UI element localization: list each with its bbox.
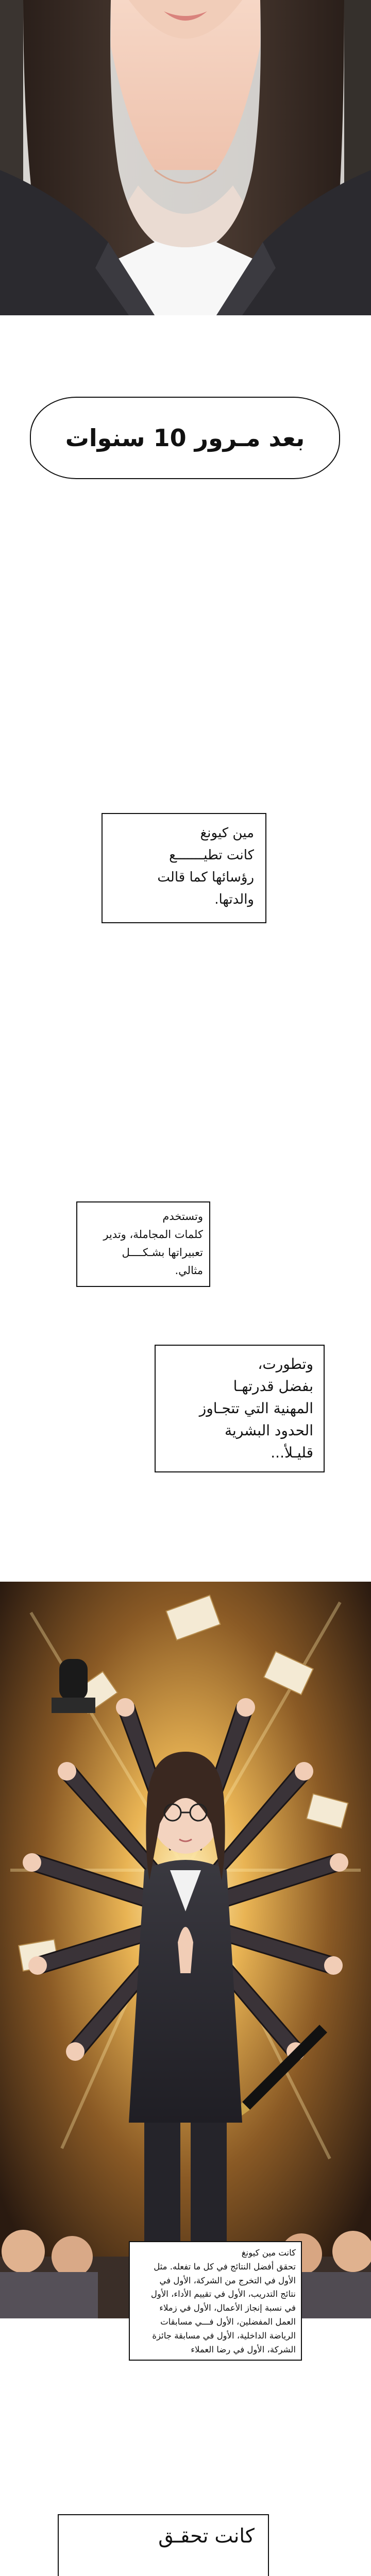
caption-4-line: كانت مين كيونغ [241,2248,296,2258]
panel-top-closeup [0,0,371,315]
caption-4-line: الشركة، الأول في رضا العملاء [191,2344,296,2354]
caption-box-3 [155,1345,325,1472]
caption-box-1 [102,813,266,923]
caption-4-line: الرياضة الداخلية، الأول في مسابقة جائزة [152,2330,296,2341]
caption-4-line: الأول في التخرج من الشركة، الأول في [159,2275,296,2285]
caption-5-line: كانت تحقـق [158,2524,255,2547]
caption-3-line: وتطورت، [258,1355,313,1372]
caption-2-line: وتستخدم [162,1210,203,1223]
caption-2-line: كلمات المجاملة، وتدير [103,1228,203,1241]
caption-box-5 [58,2514,269,2576]
caption-3-line: الحدود البشرية [225,1422,313,1439]
many-armed-worker-illustration [0,1582,371,2318]
caption-1-line: مين كيونغ [200,825,254,841]
caption-1-line: كانت تطيـــــــع [169,848,254,863]
caption-2-line: تعبيراتها بشـكــــل [122,1246,203,1259]
caption-4-line: العمل المفضلين، الأول فـــي مسابقات [160,2316,296,2327]
caption-3-line: المهنية التي تتجـاوز [199,1400,313,1417]
panel-many-arms [0,1582,371,2318]
woman-closeup-illustration [0,0,371,315]
caption-4-line: تحقق أفضل النتائج في كل ما تفعله. مثل [154,2261,296,2272]
caption-1-line: والدتها. [214,892,254,907]
caption-box-2 [76,1201,210,1287]
time-skip-text: بعد مـرور 10 سنوات [65,424,305,452]
caption-3-line: قليـلأ... [271,1444,313,1461]
caption-4-line: في نسبة إنجاز الأعمال، الأول في زملاء [159,2303,296,2313]
time-skip-bubble [30,397,340,479]
caption-2-line: مثالي. [175,1264,203,1277]
caption-4-line: نتائج التدريب، الأول في تقييم الأداء، الأول [150,2289,296,2299]
caption-box-4 [129,2241,302,2361]
caption-1-line: رؤسائها كما قالت [157,870,254,885]
caption-3-line: بفضل قدرتهـا [233,1378,313,1395]
